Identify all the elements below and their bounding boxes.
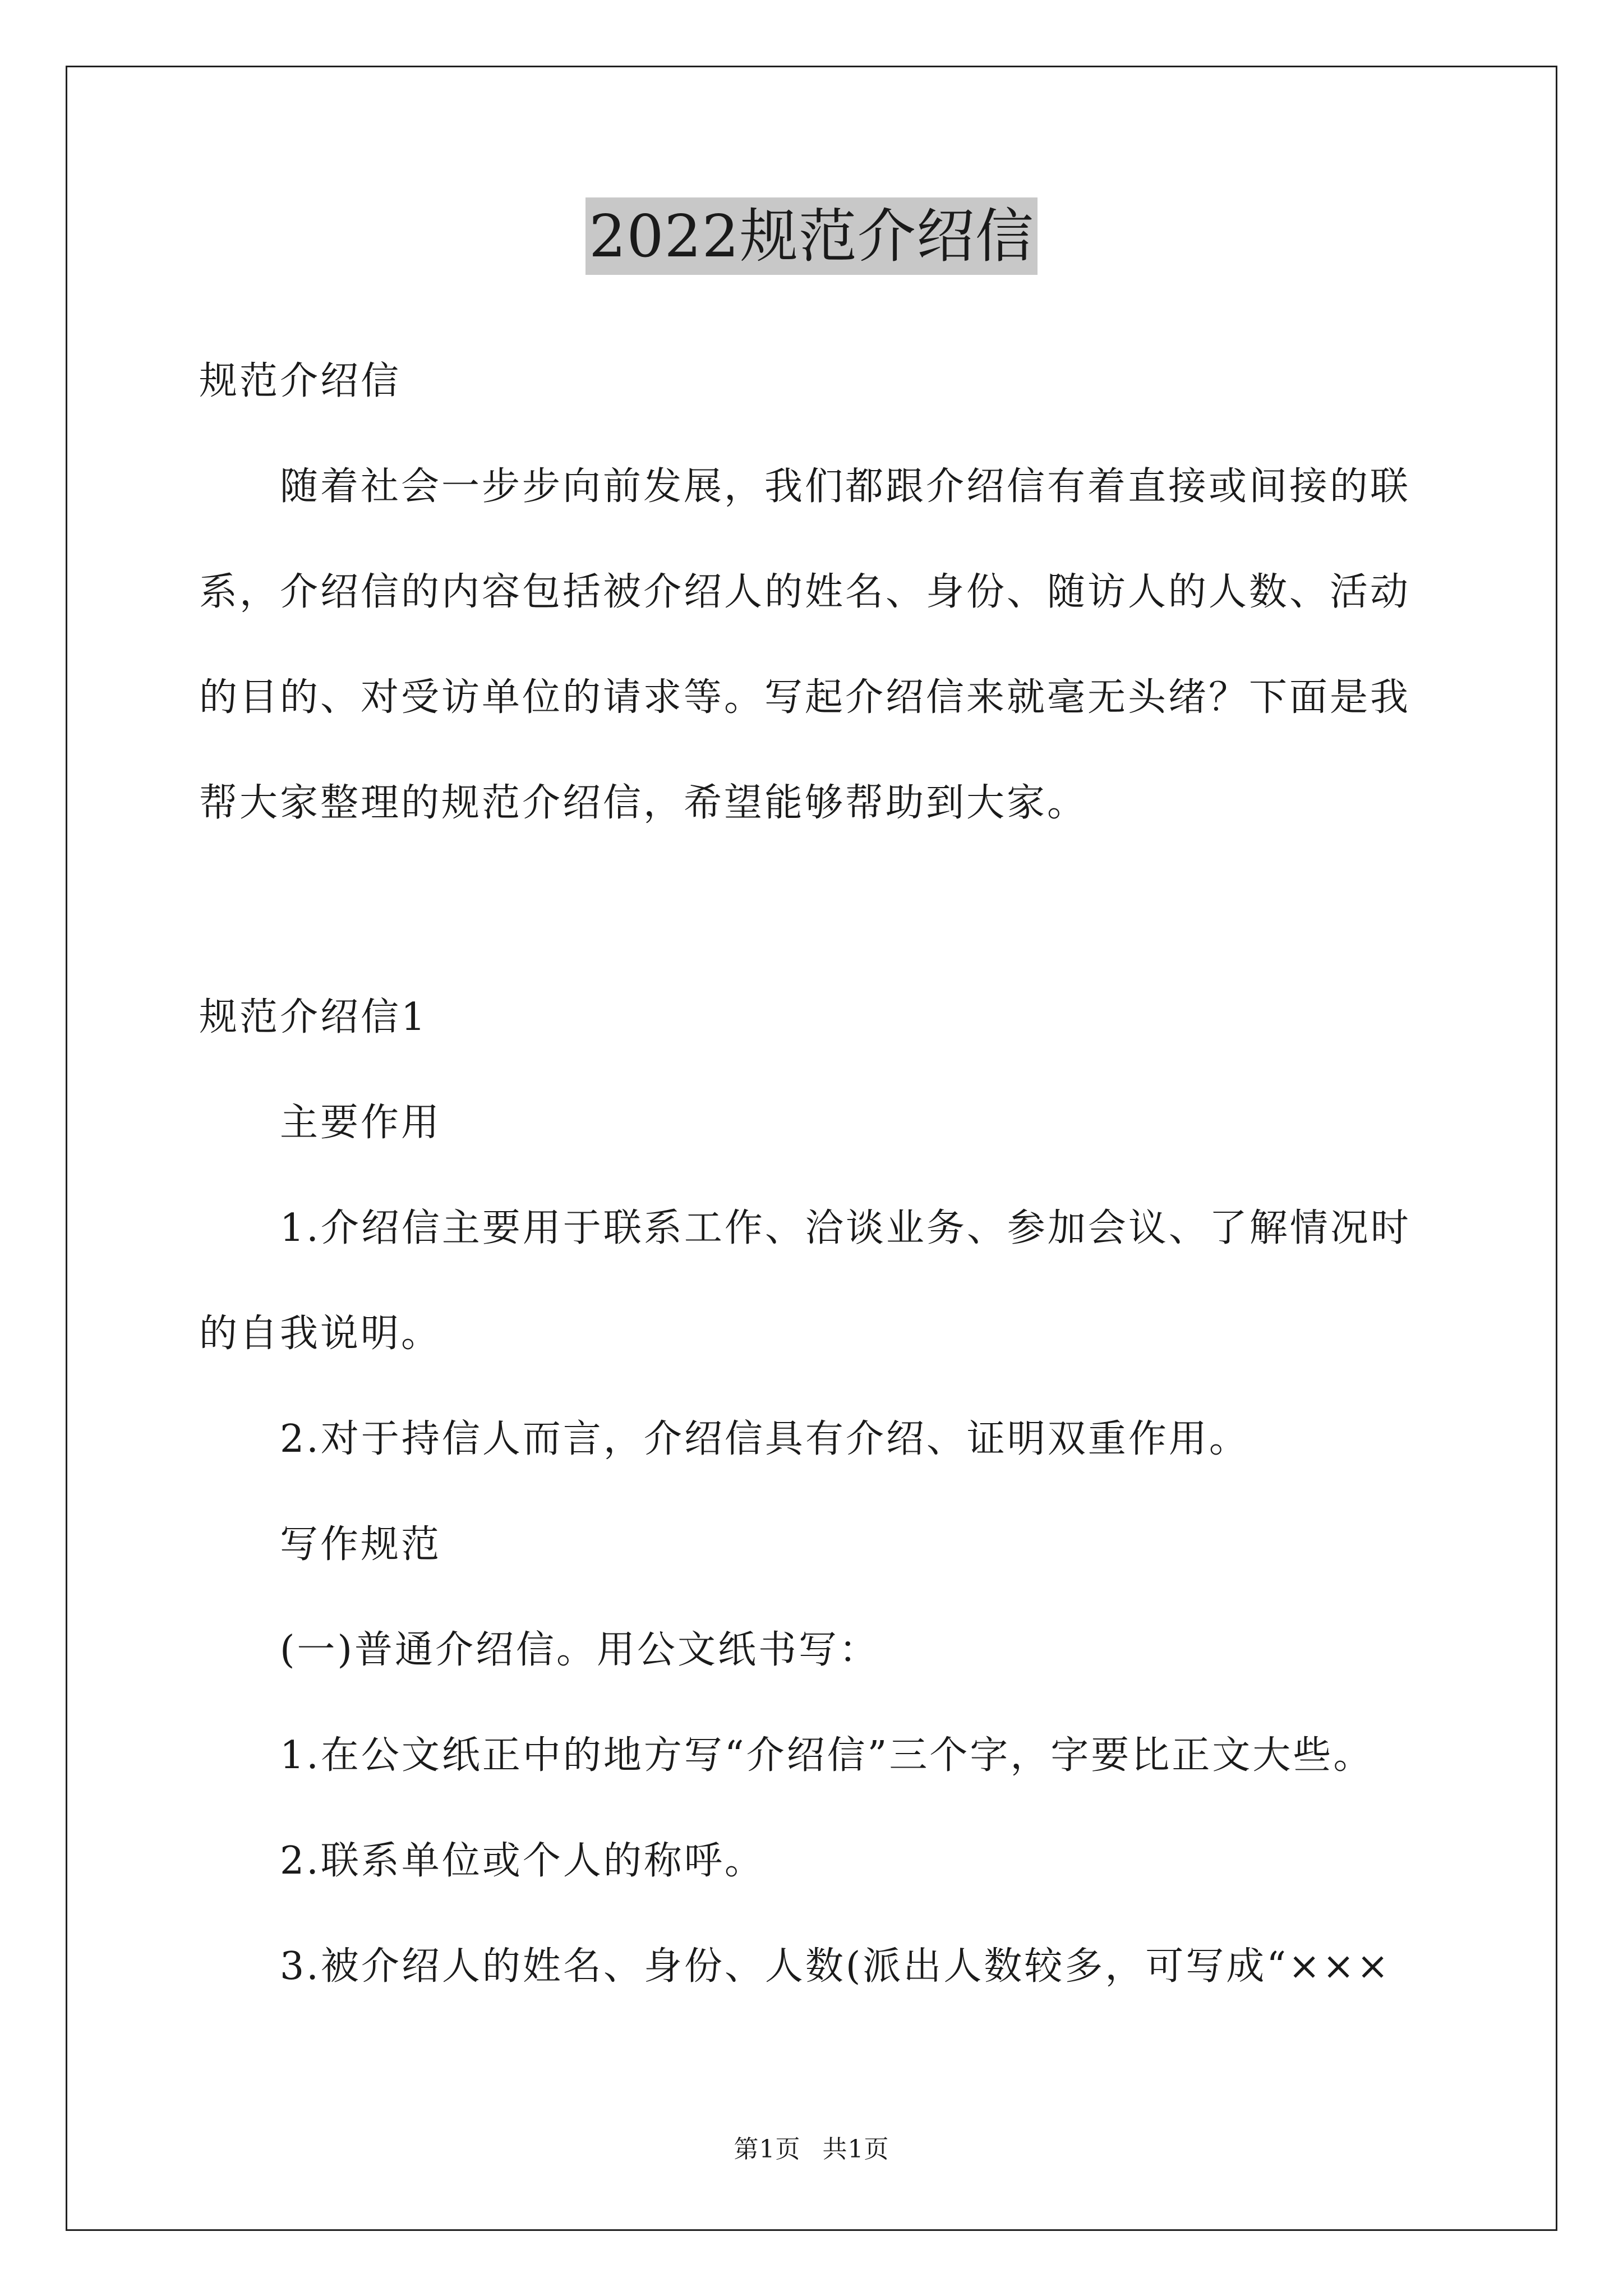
intro-line: 系，介绍信的内容包括被介绍人的姓名、身份、随访人的人数、活动 <box>199 570 1411 614</box>
intro-line: 随着社会一步步向前发展，我们都跟介绍信有着直接或间接的联 <box>280 464 1411 509</box>
document-title: 2022规范介绍信 <box>585 197 1038 275</box>
role-item-line: 的自我说明。 <box>199 1312 442 1356</box>
writing-item: 2.联系单位或个人的称呼。 <box>280 1839 765 1883</box>
subheading: 规范介绍信 <box>199 359 402 403</box>
intro-line: 帮大家整理的规范介绍信，希望能够帮助到大家。 <box>199 781 1088 825</box>
role-item: 2.对于持信人而言，介绍信具有介绍、证明双重作用。 <box>280 1417 1249 1461</box>
title-container <box>0 197 1623 275</box>
main-role-heading: 主要作用 <box>280 1101 442 1145</box>
ordinary-heading: (一)普通介绍信。用公文纸书写： <box>280 1628 880 1672</box>
writing-item: 3.被介绍人的姓名、身份、人数(派出人数较多，可写成“××× <box>280 1944 1391 1989</box>
writing-heading: 写作规范 <box>280 1522 442 1567</box>
role-item-line: 1.介绍信主要用于联系工作、洽谈业务、参加会议、了解情况时 <box>280 1206 1411 1250</box>
page-number-current: 第1页 <box>734 2135 801 2164</box>
section-heading: 规范介绍信1 <box>199 995 428 1039</box>
document-body-top <box>199 329 1436 856</box>
page-footer <box>0 2129 1623 2165</box>
document-body-section1 <box>199 965 1436 2019</box>
intro-line: 的目的、对受访单位的请求等。写起介绍信来就毫无头绪？下面是我 <box>199 675 1411 720</box>
writing-item: 1.在公文纸正中的地方写“介绍信”三个字，字要比正文大些。 <box>280 1733 1374 1778</box>
page-number-total: 共1页 <box>822 2135 889 2164</box>
